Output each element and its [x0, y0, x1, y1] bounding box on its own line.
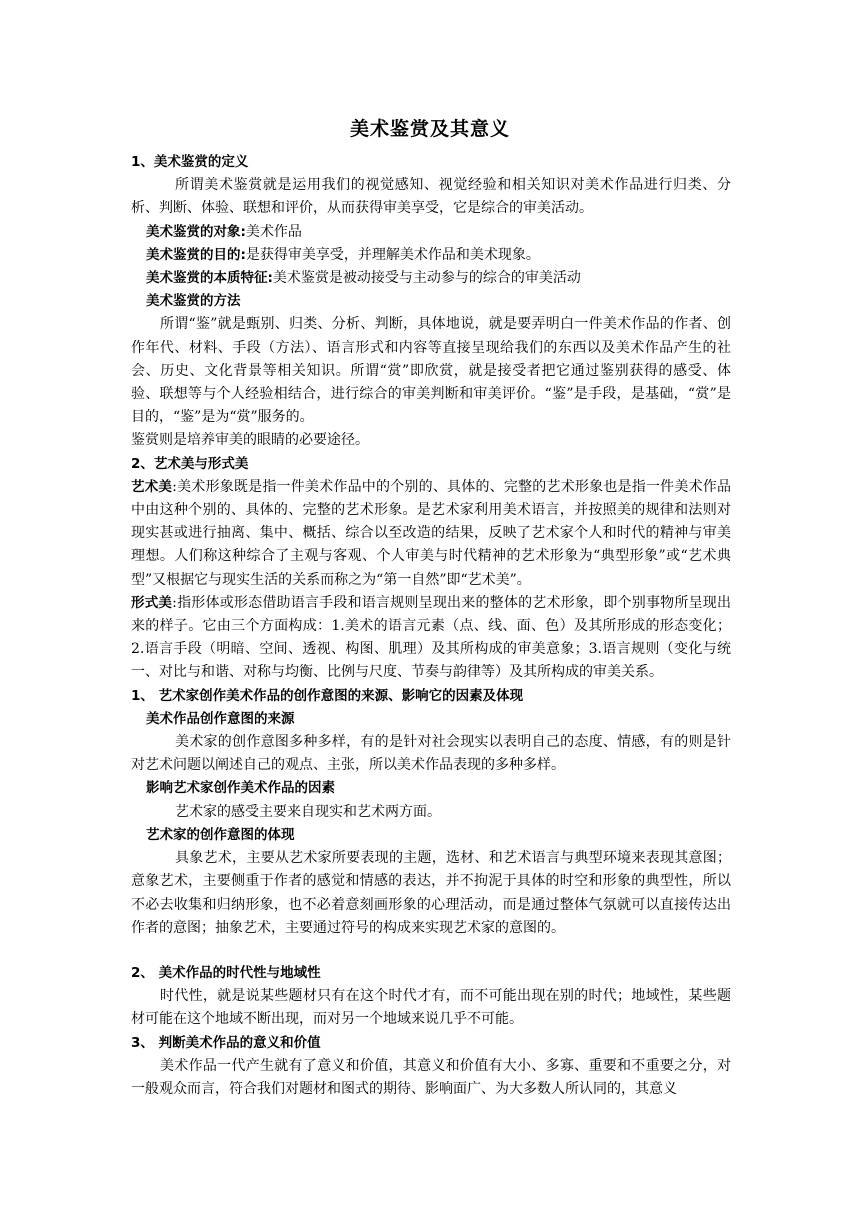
purpose-line: [131, 244, 731, 267]
form-beauty-paragraph: [131, 592, 731, 685]
blank-line: [131, 940, 731, 962]
method-note: 鉴赏则是培养审美的眼睛的必要途径。: [131, 432, 369, 449]
value-paragraph: 美术作品一代产生就有了意义和价值，其意义和价值有大小、多寡、重要和不重要之分，对一般观众而言，符合我们对题材和图式的期待、影响面广、为大多数人所认同的，其意义: [131, 1057, 731, 1097]
factor-paragraph: 艺术家的感受主要来自现实和艺术两方面。: [175, 803, 441, 820]
method-heading: 美术鉴赏的方法: [146, 293, 241, 310]
section-heading-creative-intent: 1、 艺术家创作美术作品的创作意图的来源、影响它的因素及体现: [131, 687, 524, 704]
embody-paragraph: 具象艺术，主要从艺术家所要表现的主题，选材、和艺术语言与典型环境来表现其意图；意象艺术，主要侧重于作者的感觉和情感的表达，并不拘泥于具体的时空和形象的典型性，所以不必去收集和归纳形象，也不必着意刻画形象的心理活动，而是通过整体气氛就可以直接传达出作者的意图；抽象艺术，主要通过符号的构成来实现艺术家的意图的。: [131, 850, 731, 936]
purpose-label: 美术鉴赏的目的:: [146, 246, 246, 263]
source-heading: 美术作品创作意图的来源: [146, 710, 295, 727]
object-line: [131, 221, 731, 244]
section-heading-definition: 1、美术鉴赏的定义: [131, 154, 249, 170]
form-beauty-text: :指形体或形态借助语言手段和语言规则呈现出来的整体的艺术形象，即个别事物所呈现出来的样子。它由三个方面构成：1.美术的语言元素（点、线、面、色）及其所形成的形态变化；2.语言手段（明暗、空间、透视、构图、肌理）及其所构成的审美意象；3.语言规则（变化与统一、对比与和谐、对称与均衡、比例与尺度、节奏与韵律等）及其所构成的审美关系。: [131, 594, 732, 681]
embody-heading: 艺术家的创作意图的体现: [146, 826, 295, 843]
page-title: 美术鉴赏及其意义: [349, 118, 510, 140]
section-heading-art-beauty: 2、艺术美与形式美: [131, 455, 249, 472]
section-heading-value: 3、 判断美术作品的意义和价值: [131, 1034, 321, 1051]
era-region-paragraph: 时代性，就是说某些题材只有在这个时代才有，而不可能出现在别的时代；地域性，某些题材可能在这个地域不断出现，而对另一个地域来说几乎不可能。: [131, 988, 731, 1028]
purpose-text: 是获得审美享受，并理解美术作品和美术现象。: [245, 246, 540, 263]
method-paragraph: 所谓“鉴”就是甄别、归类、分析、判断，具体地说，就是要弄明白一件美术作品的作者、创作年代、材料、手段（方法）、语言形式和内容等直接呈现给我们的东西以及美术作品产生的社会、历史、文化背景等相关知识。所谓“赏”即欣赏，就是接受者把它通过鉴别获得的感受、体验、联想等与个人经验相结合，进行综合的审美判断和审美评价。“鉴”是手段，是基础，“赏”是目的，“鉴”是为“赏”服务的。: [131, 316, 731, 426]
nature-line: [131, 267, 731, 290]
document-body: [131, 151, 731, 1101]
object-label: 美术鉴赏的对象:: [146, 223, 246, 240]
definition-paragraph: 所谓美术鉴赏就是运用我们的视觉感知、视觉经验和相关知识对美术作品进行归类、分析、判断、体验、联想和评价，从而获得审美享受，它是综合的审美活动。: [131, 177, 731, 217]
factor-heading: 影响艺术家创作美术作品的因素: [146, 780, 335, 797]
object-text: 美术作品: [245, 223, 302, 240]
form-beauty-label: 形式美: [131, 594, 173, 611]
art-beauty-label: 艺术美: [131, 478, 173, 495]
section-heading-era-region: 2、 美术作品的时代性与地域性: [131, 964, 321, 981]
nature-text: 美术鉴赏是被动接受与主动参与的综合的审美活动: [272, 270, 581, 287]
nature-label: 美术鉴赏的本质特征:: [146, 270, 273, 287]
source-paragraph: 美术家的创作意图多种多样，有的是针对社会现实以表明自己的态度、情感，有的则是针对艺术问题以阐述自己的观点、主张，所以美术作品表现的多种多样。: [131, 734, 731, 774]
art-beauty-paragraph: [131, 476, 731, 592]
art-beauty-text: :美术形象既是指一件美术作品中的个别的、具体的、完整的艺术形象也是指一件美术作品中由这种个别的、具体的、完整的艺术形象。是艺术家利用美术语言，并按照美的规律和法则对现实甚或进行抽离、集中、概括、综合以至改造的结果，反映了艺术家个人和时代的精神与审美理想。人们称这种综合了主观与客观、个人审美与时代精神的艺术形象为“典型形象”或“艺术典型”又根据它与现实生活的关系而称之为“第一自然”即“艺术美”。: [131, 478, 732, 588]
